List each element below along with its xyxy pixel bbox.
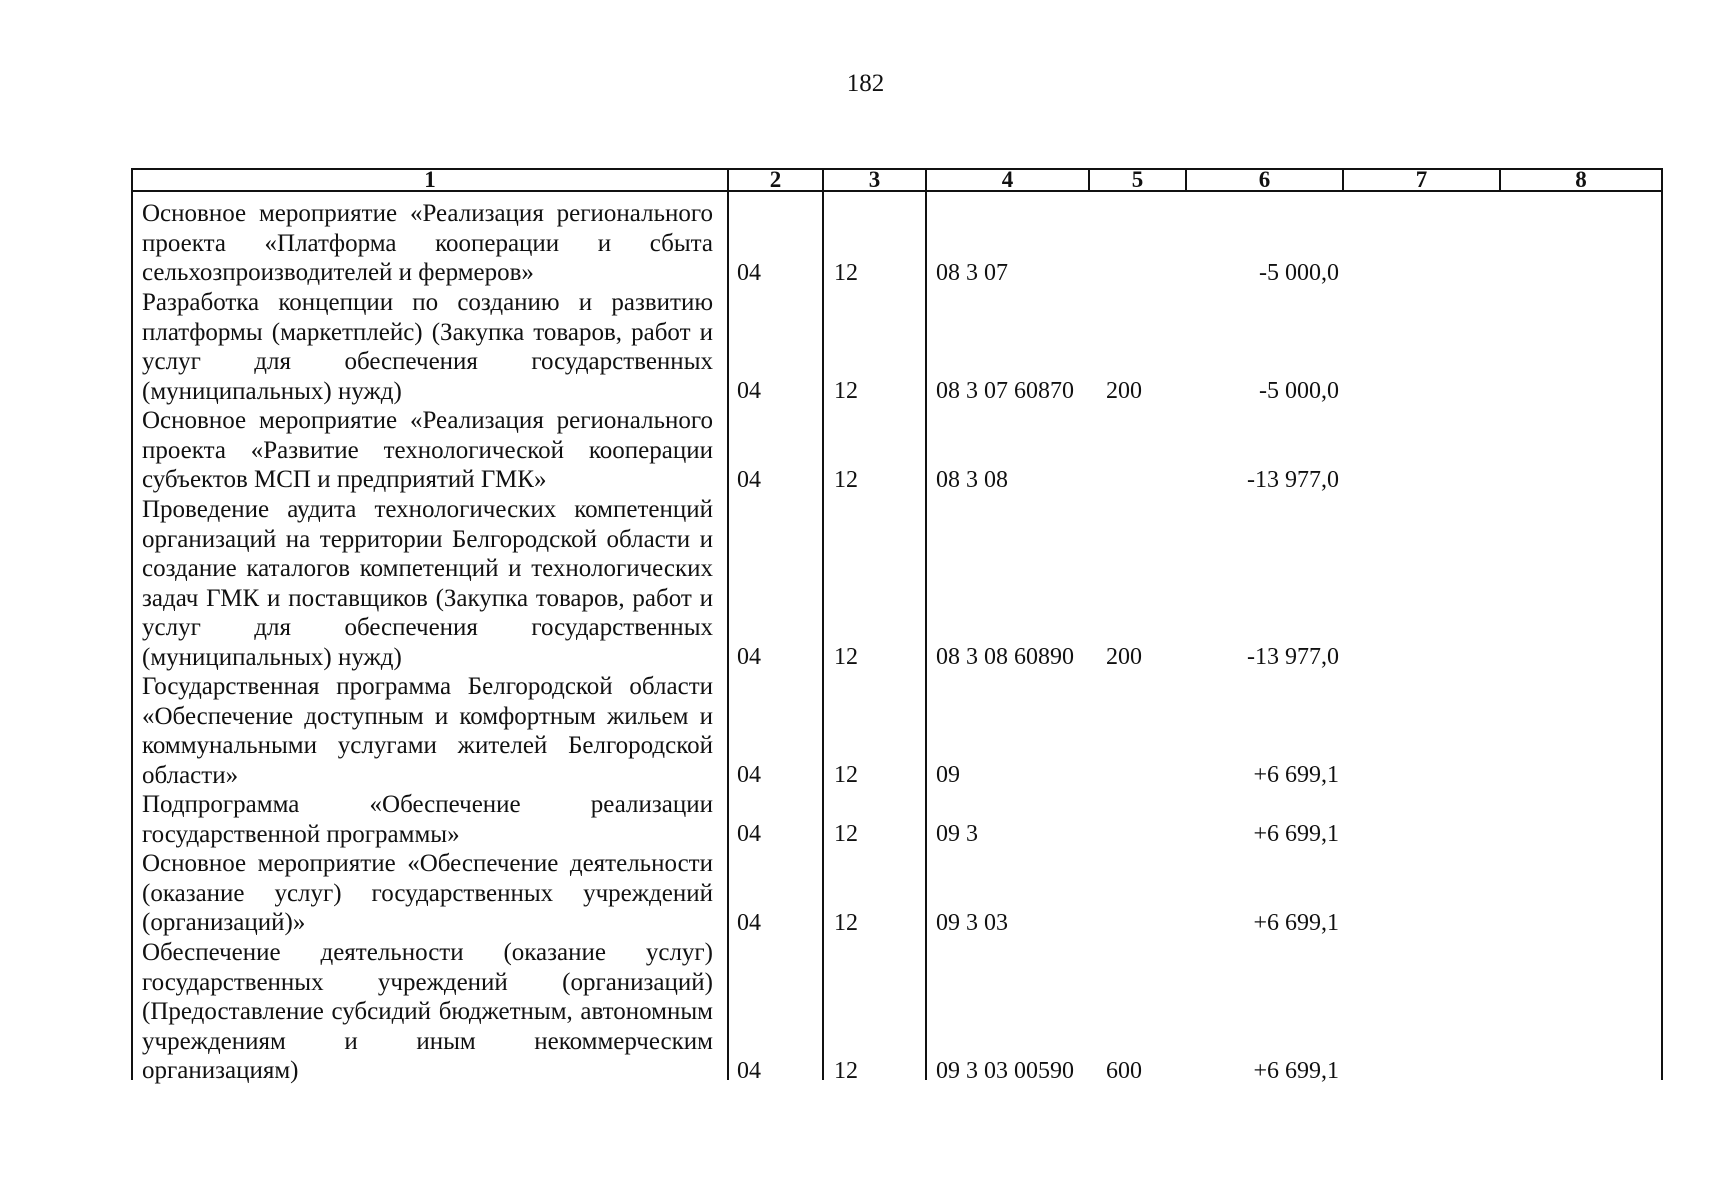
row-description: Основное мероприятие «Обеспечение деятельности (оказание услуг) государственных учреждений (организаций)» xyxy=(142,850,713,936)
row-col-3: 12 xyxy=(834,643,858,670)
row-col-4: 09 3 03 00590 xyxy=(936,1057,1074,1084)
row-description: Разработка концепции по созданию и развитию платформы (маркетплейс) (Закупка товаров, работ и услуг для обеспечения государственных (муниципальных) нужд) xyxy=(142,289,713,405)
table-row xyxy=(131,938,1663,1086)
row-col-5: 200 xyxy=(1106,377,1142,404)
row-col-2: 04 xyxy=(737,1057,761,1084)
row-description: Проведение аудита технологических компетенций организаций на территории Белгородской области и создание каталогов компетенций и технологических задач ГМК и поставщиков (Закупка товаров, работ и услуг для обеспечения государственных (муниципальных) нужд) xyxy=(142,496,713,671)
table-row xyxy=(131,288,1663,406)
table-row xyxy=(131,406,1663,495)
header-col-8: 8 xyxy=(1575,167,1587,192)
row-col-4: 08 3 08 60890 xyxy=(936,643,1074,670)
header-col-5: 5 xyxy=(1090,170,1187,190)
row-col-2: 04 xyxy=(737,377,761,404)
row-description: Государственная программа Белгородской области «Обеспечение доступным и комфортным жильем и коммунальными услугами жителей Белгородской области» xyxy=(142,673,713,789)
row-col-4: 09 xyxy=(936,761,960,788)
row-col-4: 08 3 07 xyxy=(936,259,1008,286)
row-col-3: 12 xyxy=(834,820,858,847)
row-col-6: -13 977,0 xyxy=(1247,466,1339,493)
row-description: Обеспечение деятельности (оказание услуг) государственных учреждений (организаций) (Предоставление субсидий бюджетным, автономным учреждениям и иным некоммерческим организациям) xyxy=(142,939,713,1084)
row-col-3: 12 xyxy=(834,909,858,936)
row-col-6: +6 699,1 xyxy=(1253,820,1339,847)
row-col-2: 04 xyxy=(737,761,761,788)
row-col-3: 12 xyxy=(834,377,858,404)
row-col-6: +6 699,1 xyxy=(1253,1057,1339,1084)
budget-table xyxy=(131,167,1663,1084)
header-col-1: 1 xyxy=(133,170,729,190)
row-col-4: 09 3 03 xyxy=(936,909,1008,936)
row-col-2: 04 xyxy=(737,909,761,936)
table-row xyxy=(131,199,1663,288)
row-description: Основное мероприятие «Реализация регионального проекта «Развитие технологической кооперации субъектов МСП и предприятий ГМК» xyxy=(142,407,713,493)
row-col-3: 12 xyxy=(834,1057,858,1084)
row-col-4: 08 3 08 xyxy=(936,466,1008,493)
table-header-row xyxy=(131,168,1663,192)
row-col-6: -5 000,0 xyxy=(1259,377,1339,404)
row-col-6: +6 699,1 xyxy=(1253,761,1339,788)
row-col-5: 200 xyxy=(1106,643,1142,670)
header-col-4: 4 xyxy=(927,170,1090,190)
header-col-2: 2 xyxy=(729,170,824,190)
row-col-4: 08 3 07 60870 xyxy=(936,377,1074,404)
page-number: 182 xyxy=(846,70,885,97)
table-row xyxy=(131,495,1663,672)
row-description: Подпрограмма «Обеспечение реализации государственной программы» xyxy=(142,791,713,848)
row-col-6: -5 000,0 xyxy=(1259,259,1339,286)
row-col-3: 12 xyxy=(834,259,858,286)
table-row xyxy=(131,672,1663,790)
header-col-7: 7 xyxy=(1344,170,1501,190)
row-col-4: 09 3 xyxy=(936,820,978,847)
row-col-3: 12 xyxy=(834,466,858,493)
table-row xyxy=(131,849,1663,938)
row-col-2: 04 xyxy=(737,820,761,847)
row-col-2: 04 xyxy=(737,466,761,493)
row-col-6: +6 699,1 xyxy=(1253,909,1339,936)
table-row xyxy=(131,790,1663,849)
header-col-6: 6 xyxy=(1187,170,1344,190)
row-description: Основное мероприятие «Реализация регионального проекта «Платформа кооперации и сбыта сельхозпроизводителей и фермеров» xyxy=(142,200,713,286)
row-col-6: -13 977,0 xyxy=(1247,643,1339,670)
header-col-3: 3 xyxy=(824,170,927,190)
row-col-3: 12 xyxy=(834,761,858,788)
row-col-5: 600 xyxy=(1106,1057,1142,1084)
row-col-2: 04 xyxy=(737,643,761,670)
row-col-2: 04 xyxy=(737,259,761,286)
